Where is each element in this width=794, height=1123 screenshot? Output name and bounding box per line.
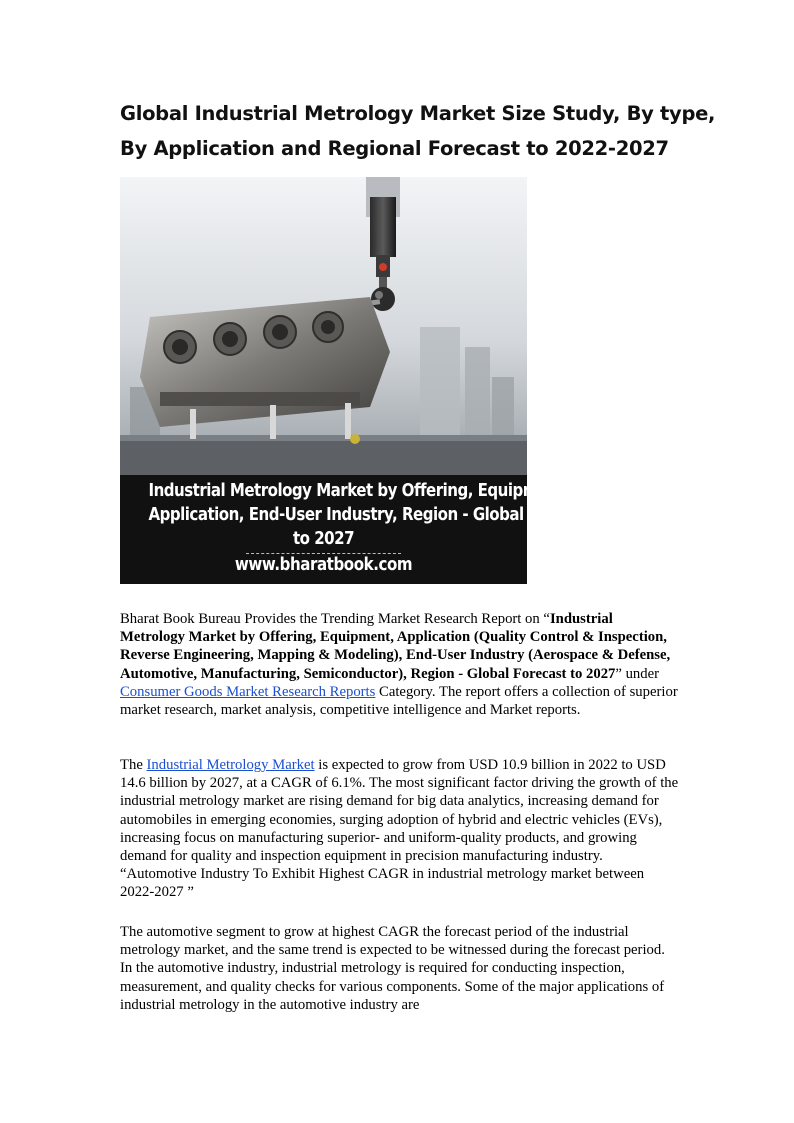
automotive-paragraph <box>120 923 680 1014</box>
hero-caption-url: www.bharatbook.com <box>234 555 413 575</box>
title-line-1: Global Industrial Metrology Market Size Study, By type, <box>120 102 716 125</box>
market-growth-paragraph <box>120 756 680 902</box>
intro-rest-text: Category. The report offers a collection of superior market research, market analysis, competitive intelligence and Market reports. <box>120 683 678 719</box>
intro-paragraph <box>120 610 680 719</box>
market-link[interactable]: Industrial Metrology Market <box>146 757 315 773</box>
hero-caption <box>120 475 598 584</box>
hero-caption-line-2: Application, End-User Industry, Region - Global Forecast <box>148 505 598 525</box>
title-line-2: By Application and Regional Forecast to 2022-2027 <box>120 137 669 160</box>
under-text: ” under <box>615 665 660 682</box>
market-body-text: is expected to grow from USD 10.9 billion in 2022 to USD 14.6 billion by 2027, at a CAGR of 6.1%. The most significant factor driving the growth of the industrial metrology market are rising demand for big data analytics, increasing demand for automobiles in emerging economies, surging adoption of hybrid and electric vehicles (EVs), increasing focus on manufacturing superior- and uniform-quality products, and growing demand for quality and inspection equipment in precision manufacturing industry. “Automotive Industry To Exhibit Highest CAGR in industrial metrology market between 2022-2027 ” <box>120 757 679 901</box>
hero-caption-line-3: to 2027 <box>292 529 355 549</box>
hero-caption-line-1: Industrial Metrology Market by Offering, Equipment, <box>148 481 570 501</box>
intro-text: Bharat Book Bureau Provides the Trending Market Research Report on “ <box>120 611 550 627</box>
metrology-machine-illustration <box>120 177 527 475</box>
caption-divider <box>246 553 401 554</box>
market-lead-text: The <box>120 757 147 773</box>
automotive-body-text: The automotive segment to grow at highest CAGR the forecast period of the industrial metrology market, and the same trend is expected to be witnessed during the forecast period. In the automotive industry, industrial metrology is required for conducting inspection, measurement, and quality checks for various components. Some of the major applications of industrial metrology in the automotive industry are <box>120 924 665 1013</box>
page-title <box>120 96 716 166</box>
hero-image <box>120 177 598 584</box>
report-title-bold: Industrial Metrology Market by Offering, Equipment, Application (Quality Control & Inspection, Reverse Engineering, Mapping & Modeling), End-User Industry (Aerospace & Defense, Automotive, Manufacturing, Semiconductor), Region - Global Forecast to 2027 <box>120 611 671 682</box>
category-link[interactable]: Consumer Goods Market Research Reports <box>120 683 376 700</box>
